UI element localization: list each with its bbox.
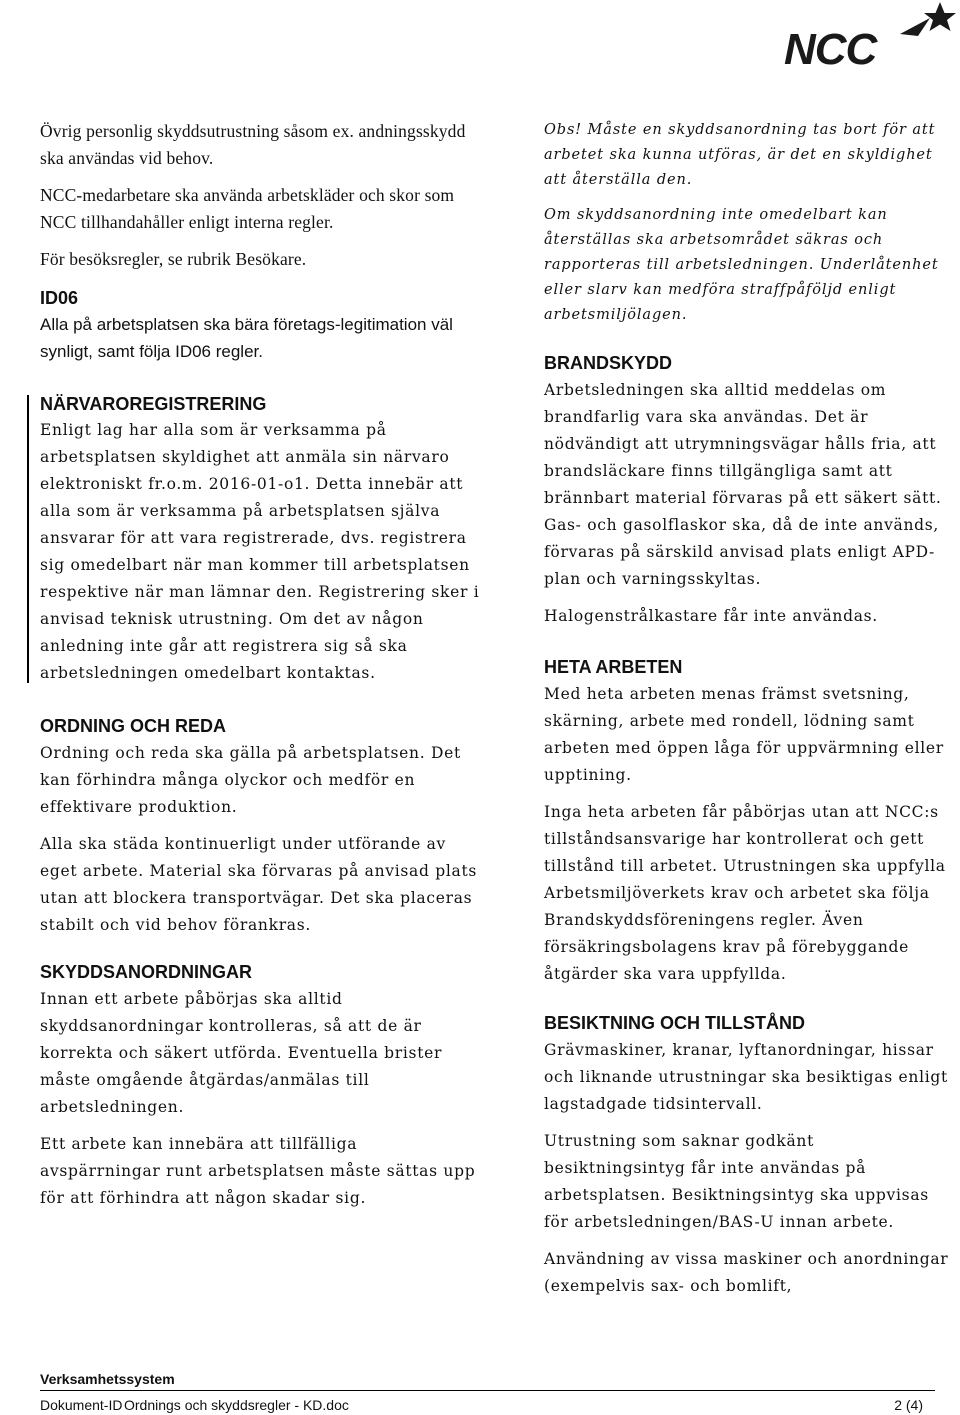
narvaro-text: Enligt lag har alla som är verksamma på arbetsplatsen skyldighet att anmäla sin närvaro elektroniskt fr.o.m. 2016-01-o1. Detta innebär att alla som är verksamma på arbetsplatsen själva ansvarar för att vara registrerade, dvs. registrera sig omedelbart när man kommer till arbetsplatsen respektive när man lämnar den. Registrering sker i anvisad teknisk utrustning. Om det av någon anledning inte går att registrera sig så ska arbetsledningen omedelbart kontaktas.	[40, 421, 480, 682]
right-column	[544, 118, 954, 1310]
besiktning-p1: Grävmaskiner, kranar, lyftanordningar, hissar och liknande utrustningar ska besiktigas enligt lagstadgade tidsintervall.	[544, 1041, 948, 1113]
heading-narvaroregistrering: NÄRVAROREGISTRERING	[40, 394, 267, 414]
paragraph-workwear: NCC-medarbetare ska använda arbetskläder och skor som NCC tillhandahåller enligt interna regler.	[40, 185, 455, 232]
section-skyddsanordningar	[40, 961, 480, 1212]
obs-note-2: Om skyddsanordning inte omedelbart kan återställas ska arbetsområdet säkras och rapporteras till arbetsledningen. Underlåtenhet eller slarv kan medföra straffpåföljd enligt arbetsmiljölagen.	[544, 207, 939, 323]
section-narvaro	[40, 393, 480, 687]
ordning-p1: Ordning och reda ska gälla på arbetsplatsen. Det kan förhindra många olyckor och medför en effektivare produktion.	[40, 744, 461, 816]
heading-ordning-och-reda: ORDNING OCH REDA	[40, 716, 227, 736]
ncc-logo	[780, 0, 958, 72]
skydd-p1: Innan ett arbete påbörjas ska alltid skyddsanordningar kontrolleras, så att de är korrekta och säkert utförda. Eventuella brister måste omgående åtgärdas/anmälas till arbetsledningen.	[40, 990, 443, 1116]
ordning-p2: Alla ska städa kontinuerligt under utförande av eget arbete. Material ska förvaras på anvisad plats utan att blockera transportvägar. Det ska placeras stabilt och vid behov förankras.	[40, 835, 478, 934]
brand-p1: Arbetsledningen ska alltid meddelas om brandfarlig vara ska användas. Det är nödvändigt att utrymningsvägar hålls fria, att brandsläckare finns tillgängliga samt att brännbart material förvaras på ett säkert sätt. Gas- och gasolflaskor ska, då de inte används, förvaras på särskild anvisad plats enligt APD-plan och varningsskyltas.	[544, 381, 942, 588]
svg-text:NCC: NCC	[784, 25, 877, 72]
paragraph-visitor-rules: För besöksregler, se rubrik Besökare.	[40, 249, 307, 269]
footer-meta-row	[40, 1395, 935, 1415]
heta-p1: Med heta arbeten menas främst svetsning, skärning, arbete med rondell, lödning samt arbeten med öppen låga för uppvärmning eller upptining.	[544, 685, 944, 784]
footer-page-number: 2 (4)	[894, 1397, 923, 1413]
section-besiktning	[544, 1012, 954, 1300]
besiktning-p3: Användning av vissa maskiner och anordningar (exempelvis sax- och bomlift,	[544, 1250, 949, 1295]
footer-divider	[40, 1390, 935, 1391]
id06-text: Alla på arbetsplatsen ska bära företags-legitimation väl synligt, samt följa ID06 regler.	[40, 315, 453, 361]
paragraph-ppe: Övrig personlig skyddsutrustning såsom ex. andningsskydd ska användas vid behov.	[40, 121, 466, 168]
heading-id06: ID06	[40, 288, 79, 308]
footer-doc-name: Ordnings och skyddsregler - KD.doc	[124, 1397, 349, 1413]
section-id06	[40, 287, 480, 365]
heading-besiktning-och-tillstand: BESIKTNING OCH TILLSTÅND	[544, 1013, 805, 1033]
skydd-p2: Ett arbete kan innebära att tillfälliga avspärrningar runt arbetsplatsen måste sättas upp för att förhindra att någon skadar sig.	[40, 1135, 476, 1207]
heta-p2: Inga heta arbeten får påbörjas utan att NCC:s tillståndsansvarige har kontrollerat och gett tillstånd till arbetet. Utrustningen ska uppfylla Arbetsmiljöverkets krav och arbetet ska följa Brandskyddsföreningens regler. Även försäkringsbolagens krav på förebyggande åtgärder ska vara uppfyllda.	[544, 803, 946, 983]
footer-doc-id-label: Dokument-ID	[40, 1397, 123, 1413]
left-column	[40, 118, 480, 1222]
heading-heta-arbeten: HETA ARBETEN	[544, 657, 683, 677]
section-ordning	[40, 715, 480, 939]
besiktning-p2: Utrustning som saknar godkänt besiktningsintyg får inte användas på arbetsplatsen. Besiktningsintyg ska uppvisas för arbetsledningen/BAS-U innan arbete.	[544, 1132, 929, 1231]
section-heta-arbeten	[544, 656, 954, 988]
heading-skyddsanordningar: SKYDDSANORDNINGAR	[40, 962, 253, 982]
footer-system-title: Verksamhetssystem	[40, 1371, 175, 1387]
heading-brandskydd: BRANDSKYDD	[544, 353, 673, 373]
star-icon	[924, 2, 956, 31]
obs-note-1: Obs! Måste en skyddsanordning tas bort för att arbetet ska kunna utföras, är det en skyldighet att återställa den.	[544, 122, 936, 188]
page-footer	[40, 1370, 935, 1415]
brand-p2: Halogenstrålkastare får inte användas.	[544, 607, 878, 625]
section-brandskydd	[544, 352, 954, 630]
